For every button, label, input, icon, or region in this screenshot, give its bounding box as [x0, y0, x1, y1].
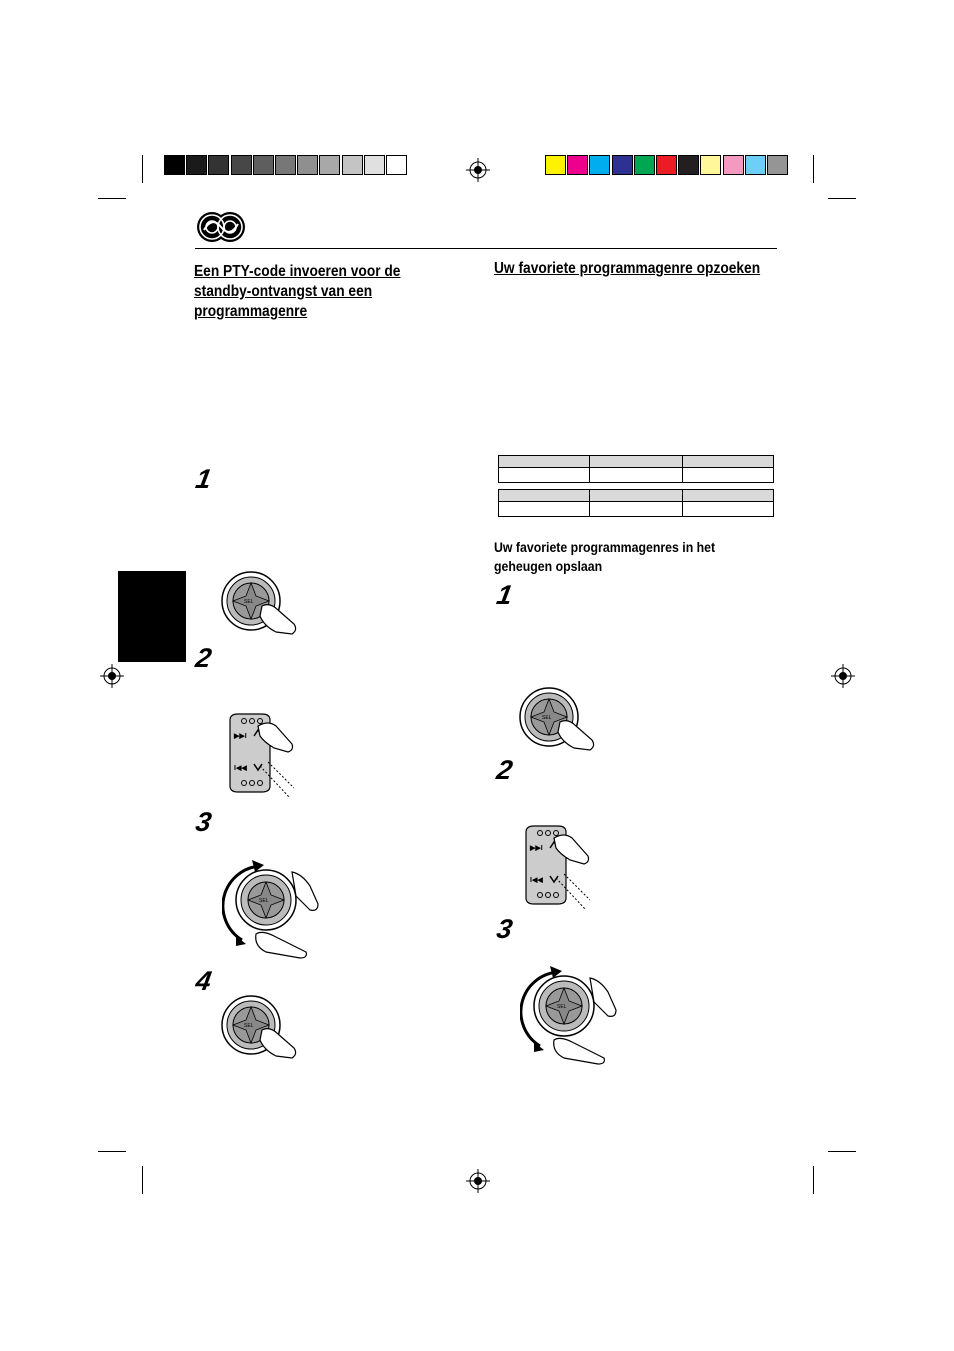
- color-swatch: [297, 155, 318, 175]
- color-swatch: [656, 155, 677, 175]
- language-side-tab: [118, 571, 186, 662]
- sel-dial-press-icon: [518, 686, 598, 752]
- color-swatch: [186, 155, 207, 175]
- registration-target-top-icon: [466, 158, 490, 182]
- left-step-number: 4: [193, 966, 214, 996]
- registration-target-right-icon: [831, 664, 855, 688]
- sel-label: SEL: [244, 599, 254, 605]
- registration-target-left-icon: [100, 664, 124, 688]
- color-swatch: [253, 155, 274, 175]
- color-swatch: [164, 155, 185, 175]
- sel-label: SEL: [259, 898, 269, 904]
- sel-dial-rotate-icon: [520, 962, 620, 1066]
- genre-table-top: [498, 455, 774, 483]
- left-step-number: 2: [193, 643, 214, 673]
- right-section-heading: Uw favoriete programmagenre opzoeken: [494, 260, 761, 277]
- registration-target-bottom-icon: [466, 1169, 490, 1193]
- genre-table-bottom: [498, 489, 774, 517]
- color-swatch: [589, 155, 610, 175]
- sel-label: SEL: [542, 715, 552, 721]
- color-swatch: [386, 155, 407, 175]
- svg-text:I◀◀: I◀◀: [234, 765, 247, 772]
- sel-label: SEL: [557, 1004, 567, 1010]
- color-swatch: [567, 155, 588, 175]
- left-step-number: 1: [193, 464, 214, 494]
- sel-label: SEL: [244, 1023, 254, 1029]
- color-swatch: [319, 155, 340, 175]
- color-swatch: [723, 155, 744, 175]
- color-swatch: [342, 155, 363, 175]
- color-swatch: [700, 155, 721, 175]
- header-rule: [195, 248, 777, 249]
- color-swatch: [364, 155, 385, 175]
- rds-logo-icon: [195, 210, 247, 244]
- right-step-number: 2: [494, 755, 515, 785]
- color-swatch: [545, 155, 566, 175]
- color-swatch: [767, 155, 788, 175]
- sel-dial-press-icon: [220, 994, 300, 1060]
- sel-dial-rotate-icon: [222, 856, 322, 960]
- color-swatch: [612, 155, 633, 175]
- color-swatch: [745, 155, 766, 175]
- svg-text:▶▶I: ▶▶I: [234, 733, 247, 740]
- right-step-number: 1: [494, 580, 515, 610]
- left-section-heading: Een PTY-code invoeren voor de standby-ontvangst van een programmagenre: [194, 263, 401, 320]
- svg-text:▶▶I: ▶▶I: [530, 845, 543, 852]
- right-subheading: Uw favoriete programmagenres in het geheugen opslaan: [494, 539, 716, 574]
- up-down-button-press-icon: [224, 712, 296, 802]
- left-step-number: 3: [193, 807, 214, 837]
- color-swatch: [231, 155, 252, 175]
- color-swatch: [634, 155, 655, 175]
- color-swatch: [208, 155, 229, 175]
- color-swatch: [678, 155, 699, 175]
- sel-dial-press-icon: [220, 570, 300, 636]
- up-down-button-press-icon: [520, 824, 592, 914]
- color-swatch: [275, 155, 296, 175]
- svg-text:I◀◀: I◀◀: [530, 877, 543, 884]
- right-step-number: 3: [494, 914, 515, 944]
